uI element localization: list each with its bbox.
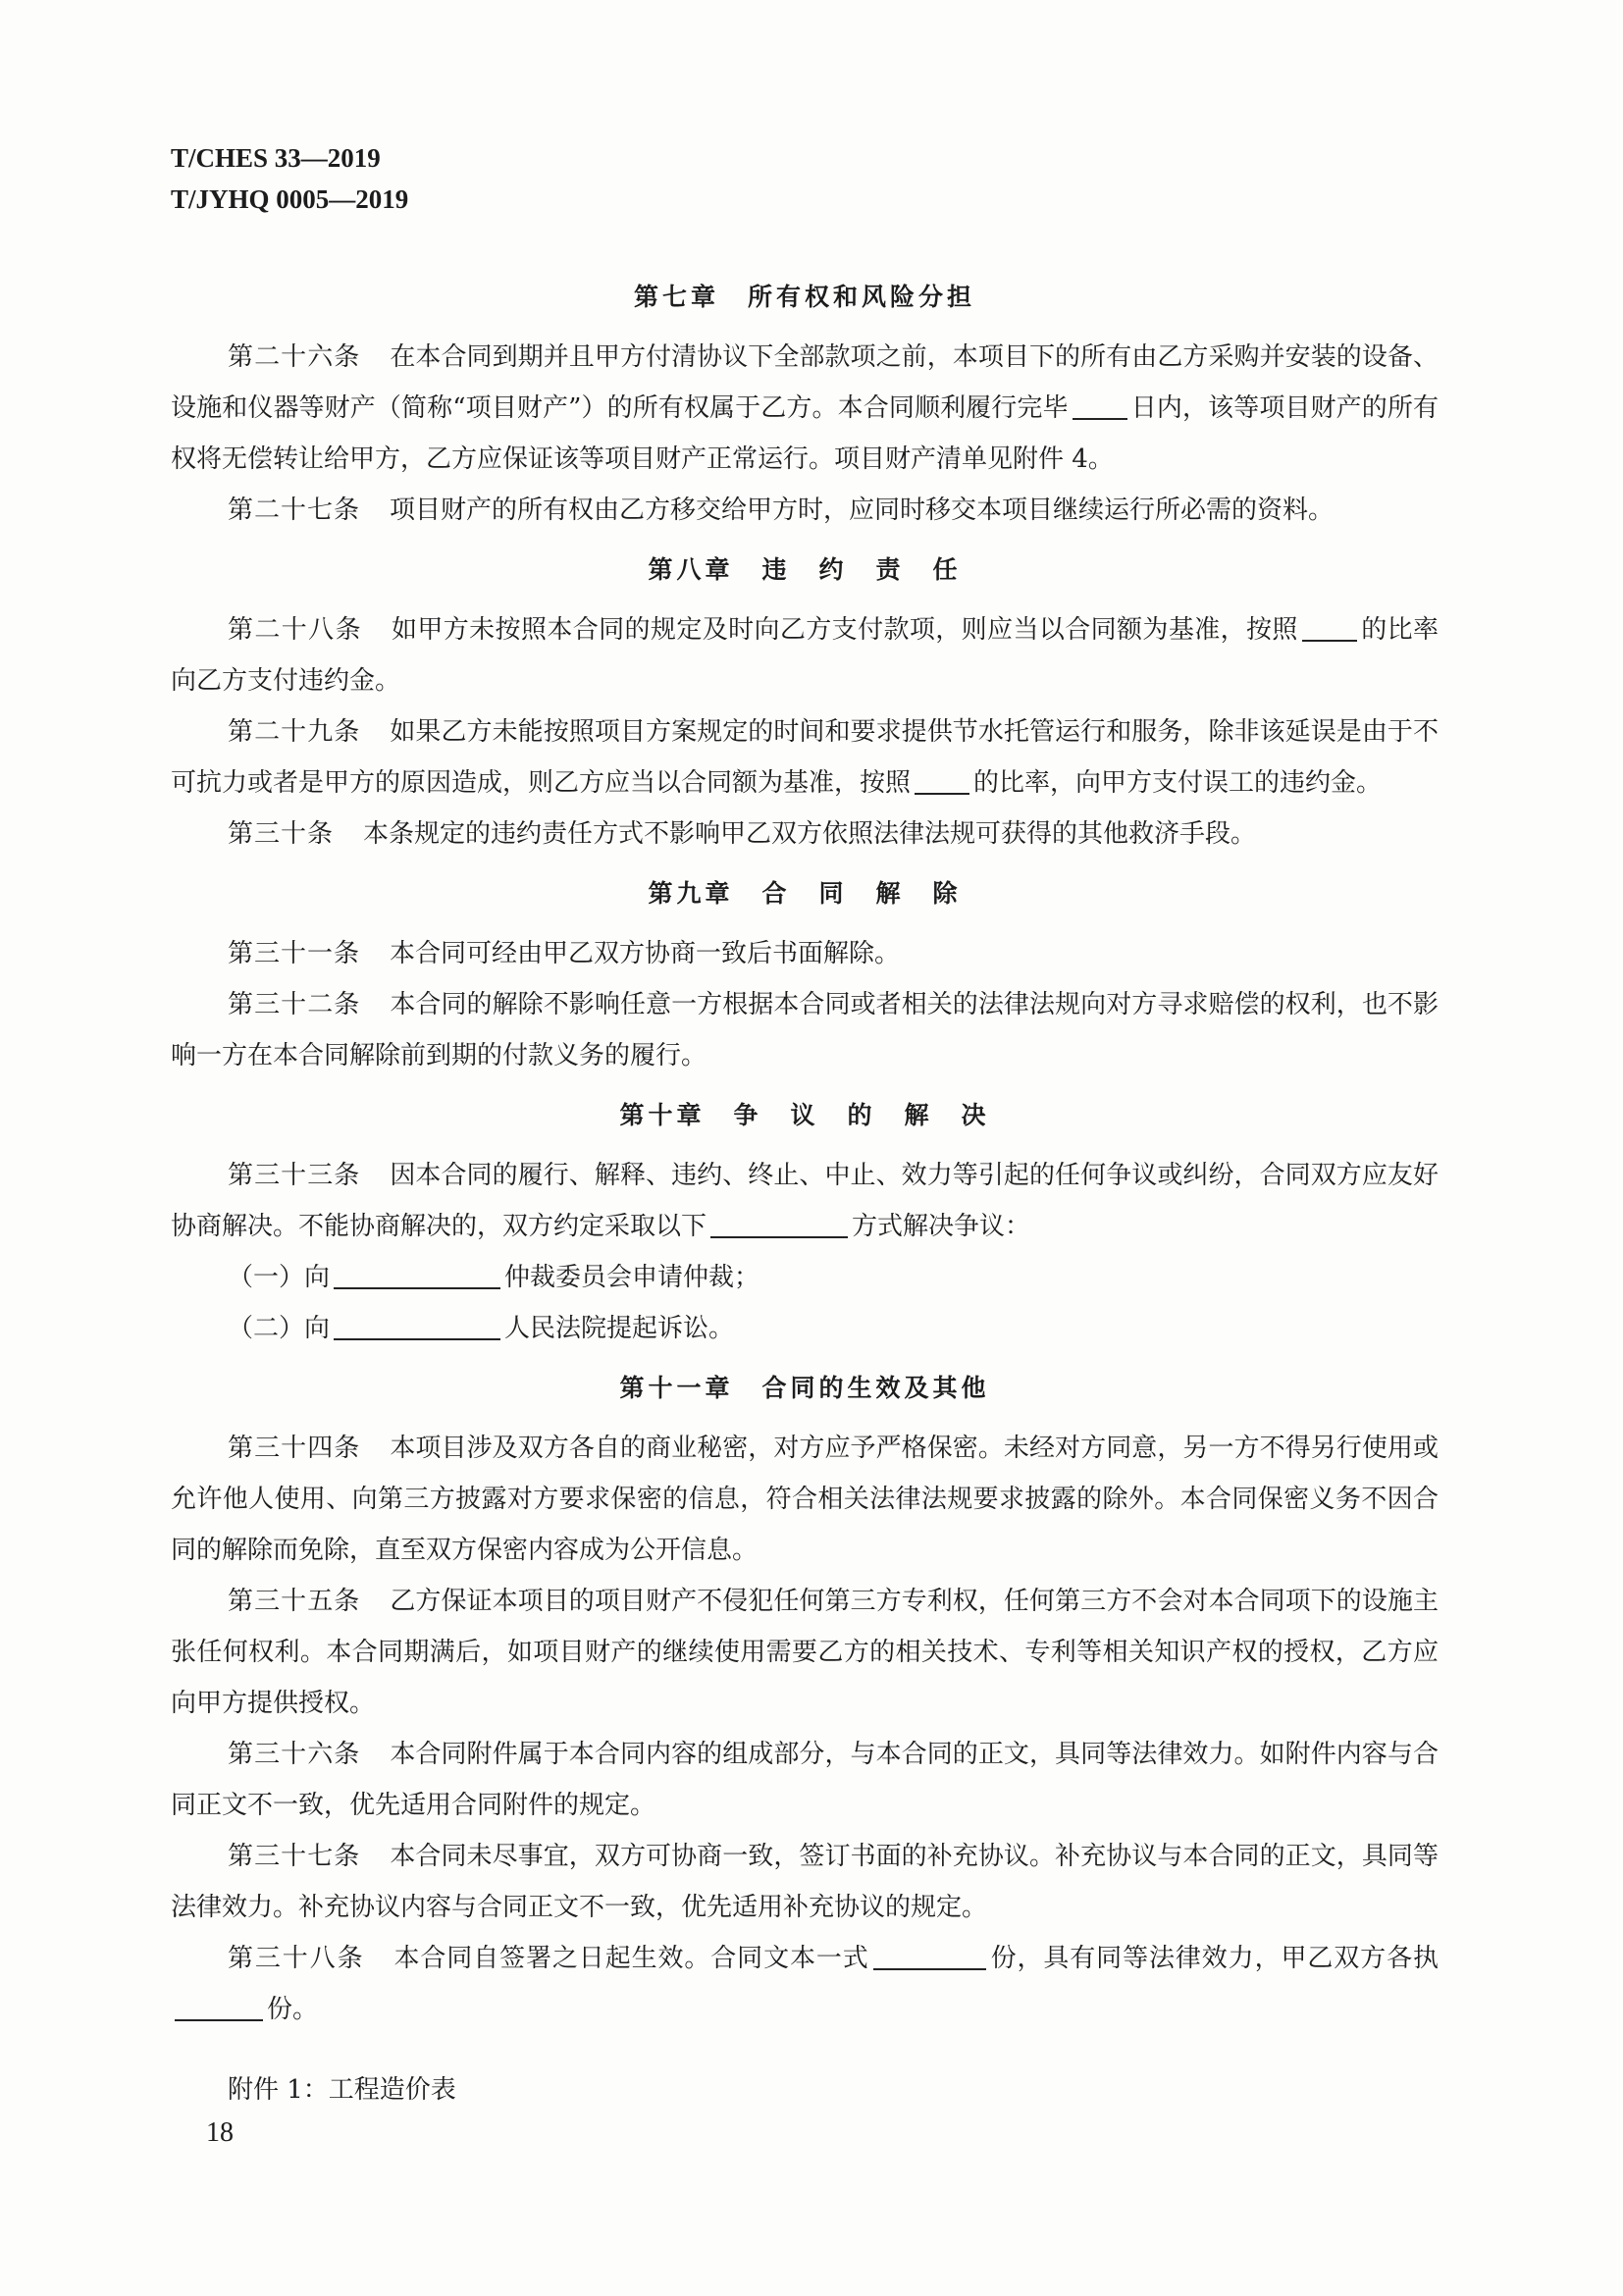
article-37: 第三十七条 本合同未尽事宜，双方可协商一致，签订书面的补充协议。补充协议与本合同的正文，具同等法律效力。补充协议内容与合同正文不一致，优先适用补充协议的规定。 xyxy=(171,1842,1439,1922)
blank-field xyxy=(1073,391,1127,420)
attachment-note: 附件 1：工程造价表 xyxy=(228,2075,456,2105)
blank-field xyxy=(1302,612,1357,642)
chapter-7-title: 第七章 所有权和风险分担 xyxy=(633,283,975,311)
page-number: 18 xyxy=(206,2117,234,2148)
blank-field xyxy=(175,1992,263,2021)
article-36: 第三十六条 本合同附件属于本合同内容的组成部分，与本合同的正文，具同等法律效力。如附件内容与合同正文不一致，优先适用合同附件的规定。 xyxy=(171,1740,1439,1820)
article-26: 第二十六条 在本合同到期并且甲方付清协议下全部款项之前，本项目下的所有由乙方采购并安装的设备、设施和仪器等财产（简称“项目财产”）的所有权属于乙方。本合同顺利履行完毕 日内，该等项目财产的所有权将无偿转让给甲方，乙方应保证该等项目财产正常运行。项目财产清单见附件 4。 xyxy=(171,342,1439,474)
article-32: 第三十二条 本合同的解除不影响任意一方根据本合同或者相关的法律法规向对方寻求赔偿的权利，也不影响一方在本合同解除前到期的付款义务的履行。 xyxy=(171,990,1439,1070)
option-1: （一）向 仲裁委员会申请仲裁； xyxy=(171,1252,1439,1303)
blank-field xyxy=(710,1209,848,1238)
article-33: 第三十三条 因本合同的履行、解释、违约、终止、中止、效力等引起的任何争议或纠纷，合同双方应友好协商解决。不能协商解决的，双方约定采取以下 方式解决争议： xyxy=(171,1161,1439,1241)
article-28: 第二十八条 如甲方未按照本合同的规定及时向乙方支付款项，则应当以合同额为基准，按照 的比率向乙方支付违约金。 xyxy=(171,604,1439,706)
article-29: 第二十九条 如果乙方未能按照项目方案规定的时间和要求提供节水托管运行和服务，除非该延误是由于不可抗力或者是甲方的原因造成，则乙方应当以合同额为基准，按照 的比率，向甲方支付误工的违约金。 xyxy=(171,717,1439,798)
article-34: 第三十四条 本项目涉及双方各自的商业秘密，对方应予严格保密。未经对方同意，另一方不得另行使用或允许他人使用、向第三方披露对方要求保密的信息，符合相关法律法规要求披露的除外。本合同保密义务不因合同的解除而免除，直至双方保密内容成为公开信息。 xyxy=(171,1434,1439,1565)
chapter-9-title: 第九章 合 同 解 除 xyxy=(648,879,962,908)
blank-field xyxy=(915,765,969,795)
standard-header xyxy=(171,137,408,220)
article-30: 第三十条 本条规定的违约责任方式不影响甲乙双方依照法律法规可获得的其他救济手段。 xyxy=(228,819,1257,849)
blank-field xyxy=(334,1260,500,1289)
chapter-10-title: 第十章 争 议 的 解 决 xyxy=(619,1101,990,1129)
article-31: 第三十一条 本合同可经由甲乙双方协商一致后书面解除。 xyxy=(228,939,901,968)
blank-field xyxy=(873,1941,986,1970)
article-35: 第三十五条 乙方保证本项目的项目财产不侵犯任何第三方专利权，任何第三方不会对本合同项下的设施主张任何权利。本合同期满后，如项目财产的继续使用需要乙方的相关技术、专利等相关知识产权的授权，乙方应向甲方提供授权。 xyxy=(171,1587,1439,1718)
blank-field xyxy=(334,1311,500,1340)
document-body xyxy=(171,263,1439,2115)
option-2: （二）向 人民法院提起诉讼。 xyxy=(171,1303,1439,1354)
chapter-8-title: 第八章 违 约 责 任 xyxy=(648,555,962,584)
article-38: 第三十八条 本合同自签署之日起生效。合同文本一式 份，具有同等法律效力，甲乙双方各执份。 xyxy=(171,1933,1439,2035)
chapter-11-title: 第十一章 合同的生效及其他 xyxy=(619,1374,990,1402)
article-27: 第二十七条 项目财产的所有权由乙方移交给甲方时，应同时移交本项目继续运行所必需的资料。 xyxy=(228,496,1335,525)
standard-number-2: T/JYHQ 0005—2019 xyxy=(171,184,409,214)
standard-number-1: T/CHES 33—2019 xyxy=(171,143,381,173)
